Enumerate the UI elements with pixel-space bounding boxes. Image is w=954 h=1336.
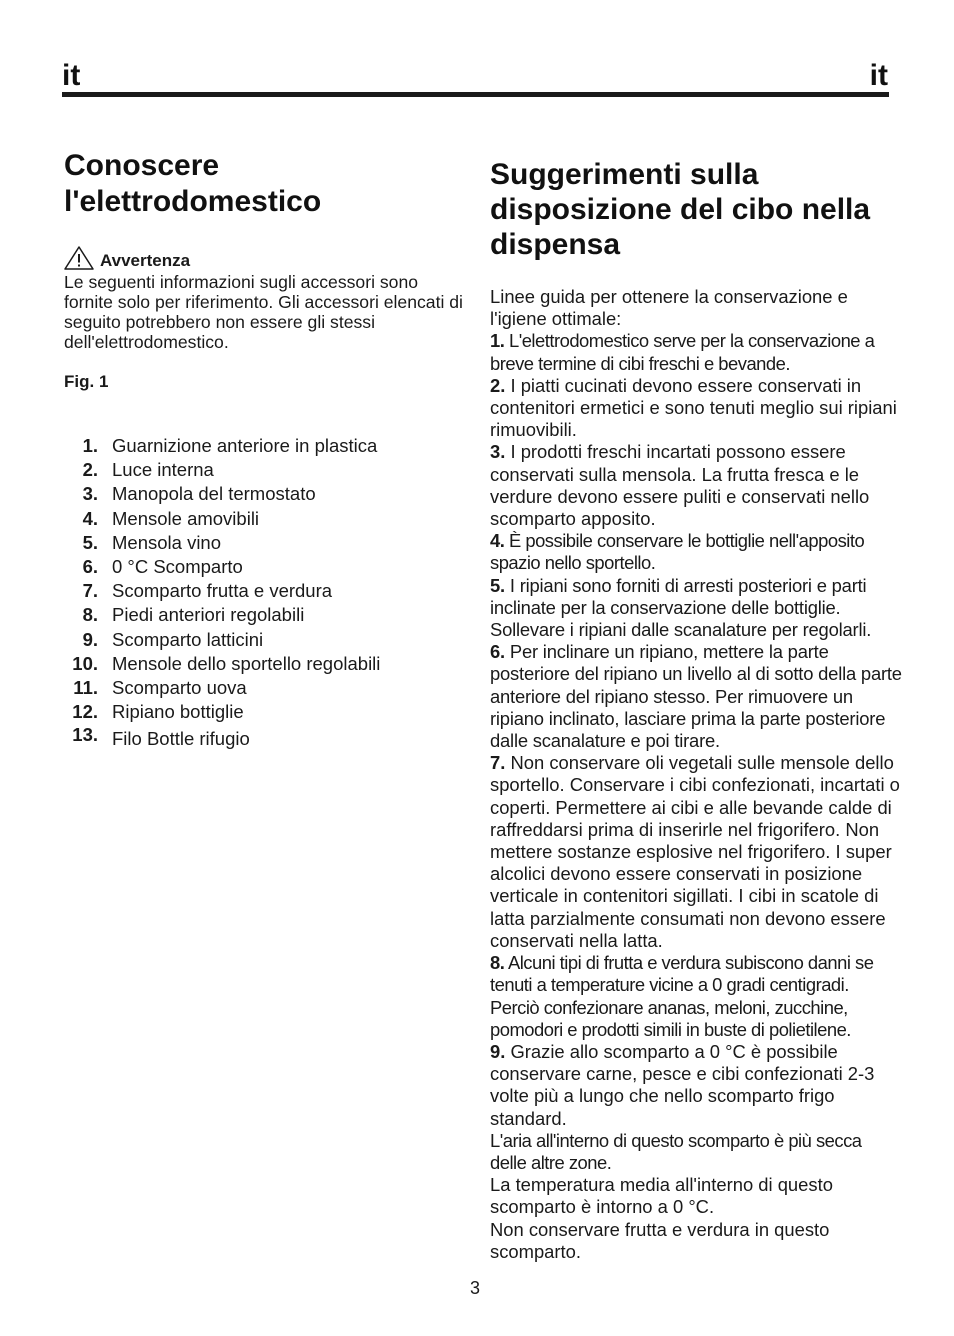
tip-number: 9.: [490, 1040, 506, 1062]
header-rule: [62, 92, 889, 97]
figure-label: Fig. 1: [64, 372, 109, 391]
list-item: [64, 579, 464, 603]
tip-item: [490, 441, 902, 530]
item-label: Scomparto frutta e verdura: [112, 580, 333, 602]
title-line: dispensa: [490, 228, 621, 261]
item-label: Ripiano bottiglie: [112, 701, 244, 723]
list-item: [64, 482, 464, 506]
title-line: Suggerimenti sulla: [490, 158, 759, 191]
title-line: disposizione del cibo nella: [490, 193, 871, 226]
tip-text: I piatti cucinati devono essere conservati in contenitori ermetici e sono tenuti meglio sui ripiani rimuovibili.: [490, 374, 897, 441]
item-number: 8.: [82, 604, 98, 626]
item-label: Mensola vino: [112, 531, 222, 553]
warning-heading: [64, 246, 464, 270]
note-paragraph: La temperatura media all'interno di questo scomparto è intorno a 0 °C.: [490, 1174, 833, 1218]
tips-list: [490, 330, 902, 1129]
tip-text: I prodotti freschi incartati possono essere conservati sulla mensola. La frutta fresca e le verdure devono essere puliti e conservati nello scomparto apposito.: [490, 441, 870, 530]
title-line: Conoscere: [64, 149, 220, 182]
tip-text: I ripiani sono forniti di arresti posteriori e parti inclinate per la conservazione delle bottiglie. Sollevare i ripiani dalle scanalature per regolarli.: [490, 574, 872, 641]
list-item: [64, 458, 464, 482]
tip-text: Alcuni tipi di frutta e verdura subiscono danni se tenuti a temperature vicine a 0 gradi centigradi. Perciò confezionare ananas, meloni, zucchine, pomodori e prodotti simili in buste di polietilene.: [490, 952, 874, 1040]
tip-item: [490, 375, 902, 442]
item-number: 9.: [82, 628, 98, 650]
tip-item: [490, 530, 902, 574]
right-column: [490, 157, 902, 1263]
item-label: Mensole dello sportello regolabili: [112, 652, 381, 674]
item-label: Scomparto uova: [112, 677, 247, 699]
item-number: 2.: [82, 459, 98, 481]
list-item: [64, 603, 464, 627]
tip-item: [490, 752, 902, 952]
item-number: 5.: [82, 531, 98, 553]
tip-number: 7.: [490, 752, 506, 774]
item-number: 3.: [82, 483, 98, 505]
item-label: Guarnizione anteriore in plastica: [112, 435, 378, 456]
item-number: 10.: [72, 652, 98, 674]
tip-item: [490, 641, 902, 752]
item-number: 7.: [82, 580, 98, 602]
item-number: 1.: [82, 435, 98, 456]
item-label: Filo Bottle rifugio: [112, 728, 250, 750]
left-column: [64, 148, 464, 752]
item-label: Mensole amovibili: [112, 507, 260, 529]
item-number: 11.: [73, 677, 98, 699]
item-label: Manopola del termostato: [112, 483, 316, 505]
item-number: 6.: [82, 556, 98, 578]
list-item: [64, 434, 464, 458]
warning-text: Le seguenti informazioni sugli accessori sono fornite solo per riferimento. Gli accessori elencati di seguito potrebbero non essere gli stessi dell'elettrodomestico.: [64, 272, 463, 352]
item-label: Luce interna: [112, 459, 214, 481]
list-item: [64, 724, 464, 751]
list-item: [64, 507, 464, 531]
list-item: [64, 531, 464, 555]
tip-number: 8.: [490, 952, 505, 974]
list-item: [64, 652, 464, 676]
item-label: Scomparto latticini: [112, 628, 264, 650]
tip-text: Per inclinare un ripiano, mettere la parte posteriore del ripiano un livello al di sotto della parte anteriore del ripiano stesso. Per rimuovere un ripiano inclinato, lasciare prima la parte posteriore dalle scanalature e poi tirare.: [490, 641, 902, 752]
note-paragraph: Non conservare frutta e verdura in questo scomparto.: [490, 1218, 830, 1262]
tip-item: [490, 952, 902, 1041]
list-item: [64, 628, 464, 652]
section-title-appliance: [64, 148, 464, 220]
tip-item: [490, 330, 902, 374]
parts-list: [64, 434, 464, 752]
item-number: 12.: [72, 701, 98, 723]
page-number: 3: [470, 1278, 481, 1298]
list-item: [64, 555, 464, 579]
item-label: Piedi anteriori regolabili: [112, 604, 305, 626]
list-item: [64, 700, 464, 724]
note-paragraph: L'aria all'interno di questo scomparto è più secca delle altre zone.: [490, 1129, 862, 1173]
item-number: 4.: [82, 507, 98, 529]
warning-triangle-icon: [64, 246, 94, 270]
tip-number: 4.: [490, 530, 505, 552]
item-label: 0 °C Scomparto: [112, 556, 243, 578]
tip-number: 5.: [490, 574, 505, 596]
tip-text: L'elettrodomestico serve per la conservazione a breve termine di cibi freschi e bevande.: [490, 330, 875, 374]
intro-paragraph: Linee guida per ottenere la conservazione e l'igiene ottimale:: [490, 286, 848, 330]
tip-number: 2.: [490, 374, 506, 396]
warning-label: Avvertenza: [100, 251, 191, 270]
tip-item: [490, 575, 902, 642]
title-line: l'elettrodomestico: [64, 185, 322, 218]
tip-number: 6.: [490, 641, 505, 663]
language-code-left: it: [62, 59, 81, 92]
language-code-right: it: [869, 59, 888, 92]
list-item: [64, 676, 464, 700]
item-number: 13.: [72, 724, 98, 746]
tip-text: È possibile conservare le bottiglie nell'apposito spazio nello sportello.: [490, 530, 865, 574]
tip-number: 3.: [490, 441, 506, 463]
tip-item: [490, 1041, 902, 1130]
tip-number: 1.: [490, 330, 505, 352]
tip-text: Grazie allo scomparto a 0 °C è possibile conservare carne, pesce e cibi confezionati 2-3 volte più a lungo che nello scomparto frigo standard.: [490, 1040, 875, 1129]
section-title-food-tips: [490, 157, 902, 262]
tip-text: Non conservare oli vegetali sulle mensole dello sportello. Conservare i cibi confezionati, incartati o coperti. Permettere ai cibi e alle bevande calde di raffreddarsi prima di inserirle nel frigorifero. Non mettere sostanze esplosive nel frigorifero. I super alcolici devono essere conservati in posizione verticale in contenitori sigillati. I cibi in scatole di latta parzialmente consumati non devono essere conservati nella latta.: [490, 752, 900, 951]
